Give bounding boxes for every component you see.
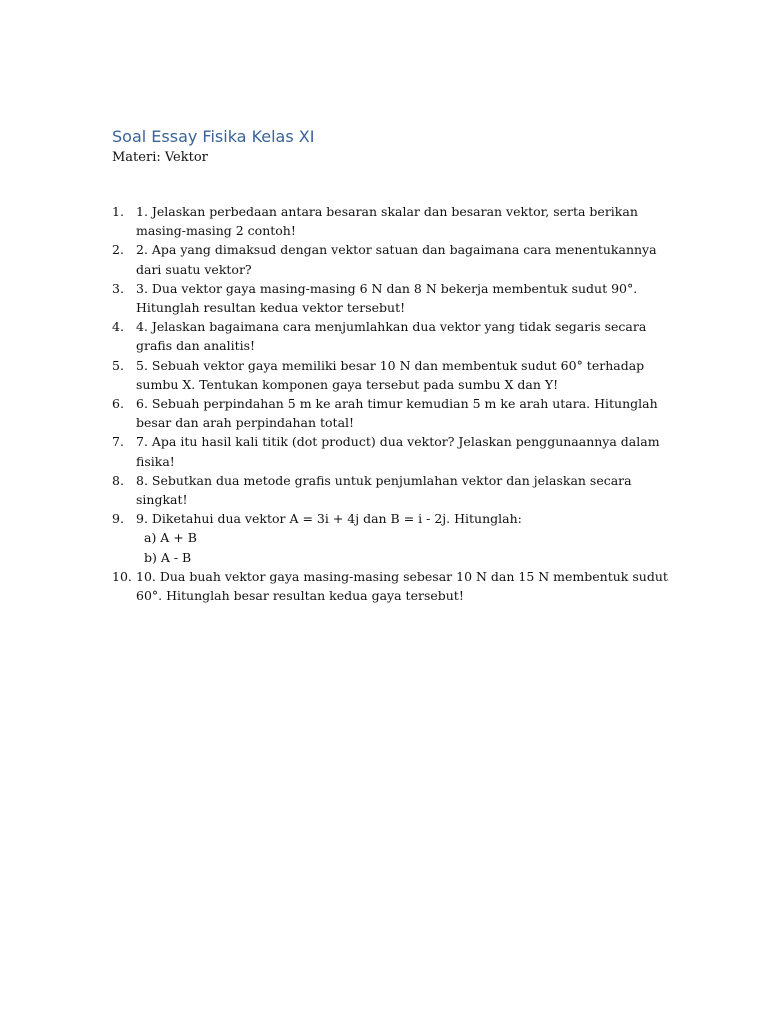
question-item <box>112 240 672 278</box>
document-subtitle: Materi: Vektor <box>112 150 208 165</box>
question-item <box>112 202 672 240</box>
question-number: 2. <box>112 242 124 258</box>
question-text: 4. Jelaskan bagaimana cara menjumlahkan dua vektor yang tidak segaris secara grafis dan analitis! <box>136 319 647 354</box>
question-number: 5. <box>112 357 124 373</box>
question-item <box>112 432 672 470</box>
question-number: 4. <box>112 319 124 335</box>
question-number: 6. <box>112 396 124 412</box>
question-number: 10. <box>112 568 132 584</box>
question-item <box>112 509 672 567</box>
question-number: 3. <box>112 280 124 296</box>
question-item <box>112 471 672 509</box>
question-number: 8. <box>112 472 124 488</box>
question-text: 3. Dua vektor gaya masing-masing 6 N dan 8 N bekerja membentuk sudut 90°. Hitunglah resultan kedua vektor tersebut! <box>136 280 638 316</box>
question-number: 7. <box>112 434 124 450</box>
question-list <box>112 202 672 605</box>
document-title: Soal Essay Fisika Kelas XI <box>112 127 315 146</box>
question-item <box>112 317 672 355</box>
question-text: 9. Diketahui dua vektor A = 3i + 4j dan B = i - 2j. Hitunglah: <box>136 511 522 527</box>
question-item <box>112 394 672 432</box>
question-text: 8. Sebutkan dua metode grafis untuk penjumlahan vektor dan jelaskan secara singkat! <box>136 472 632 508</box>
question-item <box>112 279 672 317</box>
question-number: 9. <box>112 511 124 527</box>
question-text: 5. Sebuah vektor gaya memiliki besar 10 N dan membentuk sudut 60° terhadap sumbu X. Tentukan komponen gaya tersebut pada sumbu X dan Y! <box>136 357 645 392</box>
question-number: 1. <box>112 204 124 219</box>
question-text: 7. Apa itu hasil kali titik (dot product) dua vektor? Jelaskan penggunaannya dalam fisika! <box>136 434 660 469</box>
question-text: 1. Jelaskan perbedaan antara besaran skalar dan besaran vektor, serta berikan masing-masing 2 contoh! <box>136 204 638 239</box>
question-sub-item: b) A - B <box>144 549 192 565</box>
question-item <box>112 356 672 394</box>
question-text: 6. Sebuah perpindahan 5 m ke arah timur kemudian 5 m ke arah utara. Hitunglah besar dan arah perpindahan total! <box>136 396 658 431</box>
question-text: 10. Dua buah vektor gaya masing-masing sebesar 10 N dan 15 N membentuk sudut 60°. Hitunglah besar resultan kedua gaya tersebut! <box>136 568 668 604</box>
question-sub-item: a) A + B <box>144 530 197 546</box>
question-item <box>112 567 672 605</box>
question-text: 2. Apa yang dimaksud dengan vektor satuan dan bagaimana cara menentukannya dari suatu vektor? <box>136 242 657 277</box>
